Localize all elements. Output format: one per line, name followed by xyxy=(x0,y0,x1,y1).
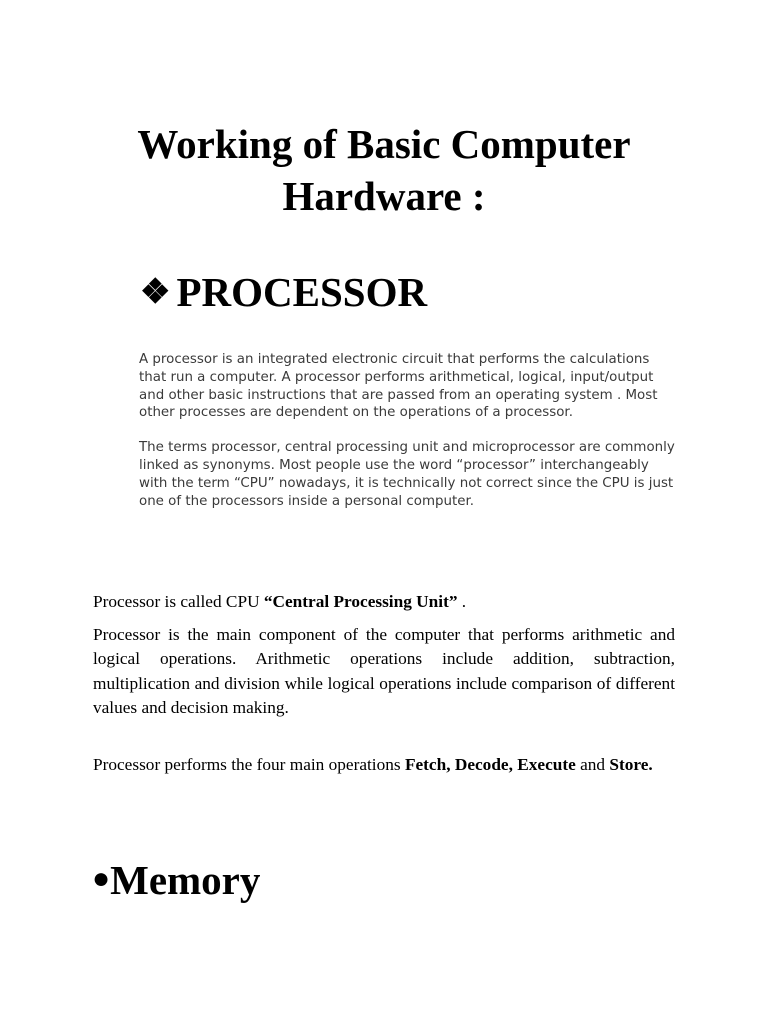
processor-operations-paragraph xyxy=(93,753,675,777)
page-title: Working of Basic Computer Hardware : xyxy=(137,121,631,219)
processor-quote-block xyxy=(139,351,679,527)
quote-paragraph-1: A processor is an integrated electronic circuit that performs the calculations that run a computer. A processor performs arithmetical, logical, input/output and other basic instructions that are passed from an operating system . Most other processes are dependent on the operations of a processor. xyxy=(139,352,658,421)
cpu-definition-prefix: Processor is called CPU xyxy=(93,592,264,611)
cpu-definition-paragraph xyxy=(93,590,675,614)
cpu-definition-suffix: . xyxy=(457,592,467,611)
memory-heading xyxy=(92,855,260,904)
memory-heading-text: Memory xyxy=(110,857,261,903)
diamond-bullet-icon: ❖ xyxy=(140,274,171,311)
operations-list: Fetch, Decode, Execute xyxy=(404,755,576,774)
quote-paragraph-2: The terms processor, central processing unit and microprocessor are commonly linked as synonyms. Most people use the word “processor” interchangeably with the term “CPU” nowadays, it is technically not correct since the CPU is just one of the processors inside a personal computer. xyxy=(139,440,675,509)
processor-heading-text: PROCESSOR xyxy=(176,269,428,315)
cpu-full-form: “Central Processing Unit” xyxy=(263,592,458,611)
operations-prefix: Processor performs the four main operations xyxy=(93,755,405,774)
processor-description-paragraph: Processor is the main component of the computer that performs arithmetic and logical operations. Arithmetic operations include addition, subtraction, multiplication and division while logical operations include comparison of different values and decision making. xyxy=(93,625,675,717)
operations-and: and xyxy=(575,755,610,774)
round-bullet-icon: ● xyxy=(92,862,111,895)
processor-heading xyxy=(140,268,427,317)
operations-store: Store. xyxy=(609,755,653,774)
